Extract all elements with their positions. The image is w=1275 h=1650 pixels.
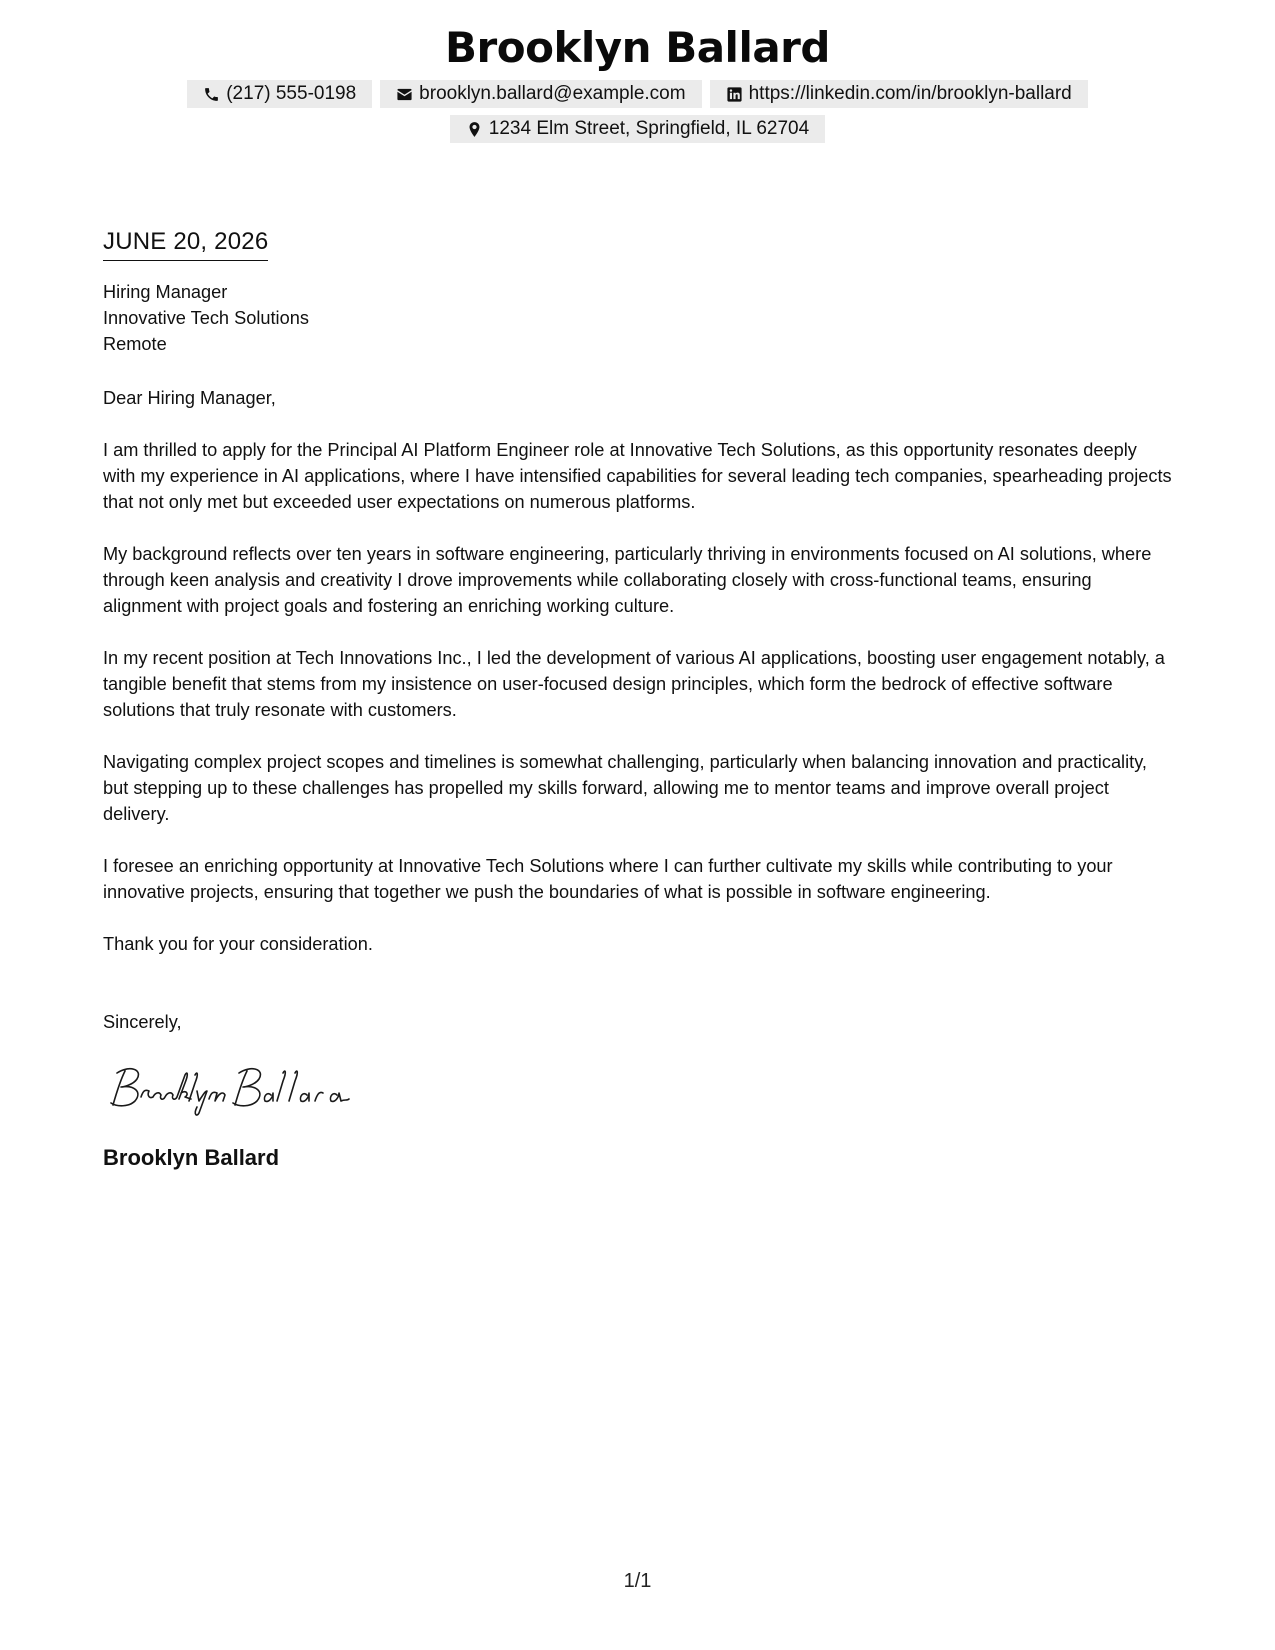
letter-body — [103, 226, 1173, 1173]
recipient-block — [103, 279, 1173, 357]
paragraph: Navigating complex project scopes and timelines is somewhat challenging, particularly when balancing innovation and practicality, but stepping up to these challenges has propelled my skills forward, allowing me to mentor teams and improve overall project delivery. — [103, 752, 1147, 824]
email-text: brooklyn.ballard@example.com — [419, 83, 686, 104]
map-pin-icon — [466, 121, 483, 138]
paragraph: I am thrilled to apply for the Principal AI Platform Engineer role at Innovative Tech Solutions, as this opportunity resonates deeply with my experience in AI applications, where I have intensified capabilities for several leading tech companies, spearheading projects that not only met but exceeded user expectations on numerous platforms. — [103, 440, 1172, 512]
address-chip — [450, 115, 825, 143]
linkedin-chip — [710, 80, 1088, 108]
phone-text: (217) 555-0198 — [226, 83, 357, 104]
paragraph: I foresee an enriching opportunity at Innovative Tech Solutions where I can further cultivate my skills while contributing to your innovative projects, ensuring that together we push the boundaries of what is possible in software engineering. — [103, 856, 1113, 902]
recipient-company: Innovative Tech Solutions — [103, 308, 309, 328]
contact-row-primary — [0, 80, 1275, 108]
phone-chip — [187, 80, 372, 108]
signature-image — [103, 1061, 363, 1117]
recipient-location: Remote — [103, 334, 167, 354]
paragraph: My background reflects over ten years in software engineering, particularly thriving in environments focused on AI solutions, where through keen analysis and creativity I drove improvements while collaborating closely with cross-functional teams, ensuring alignment with project goals and fostering an enriching working culture. — [103, 544, 1152, 616]
closing-thanks: Thank you for your consideration. — [103, 934, 373, 954]
signed-name: Brooklyn Ballard — [103, 1145, 280, 1170]
salutation: Dear Hiring Manager, — [103, 388, 276, 408]
address-text: 1234 Elm Street, Springfield, IL 62704 — [488, 118, 810, 139]
contact-row-secondary — [0, 115, 1275, 143]
letter-date: JUNE 20, 2026 — [103, 226, 268, 261]
linkedin-text: https://linkedin.com/in/brooklyn-ballard — [748, 83, 1072, 104]
recipient-title: Hiring Manager — [103, 282, 228, 302]
applicant-name: Brooklyn Ballard — [445, 23, 830, 72]
phone-icon — [203, 86, 220, 103]
page-indicator: 1/1 — [623, 1570, 652, 1592]
paragraph: In my recent position at Tech Innovations Inc., I led the development of various AI applications, boosting user engagement notably, a tangible benefit that stems from my insistence on user-focused design principles, which form the bedrock of effective software solutions that truly resonate with customers. — [103, 648, 1165, 720]
linkedin-icon — [726, 86, 743, 103]
handwritten-signature — [103, 1061, 1173, 1117]
envelope-icon — [396, 86, 413, 103]
closing: Sincerely, — [103, 1012, 182, 1032]
email-chip — [380, 80, 701, 108]
